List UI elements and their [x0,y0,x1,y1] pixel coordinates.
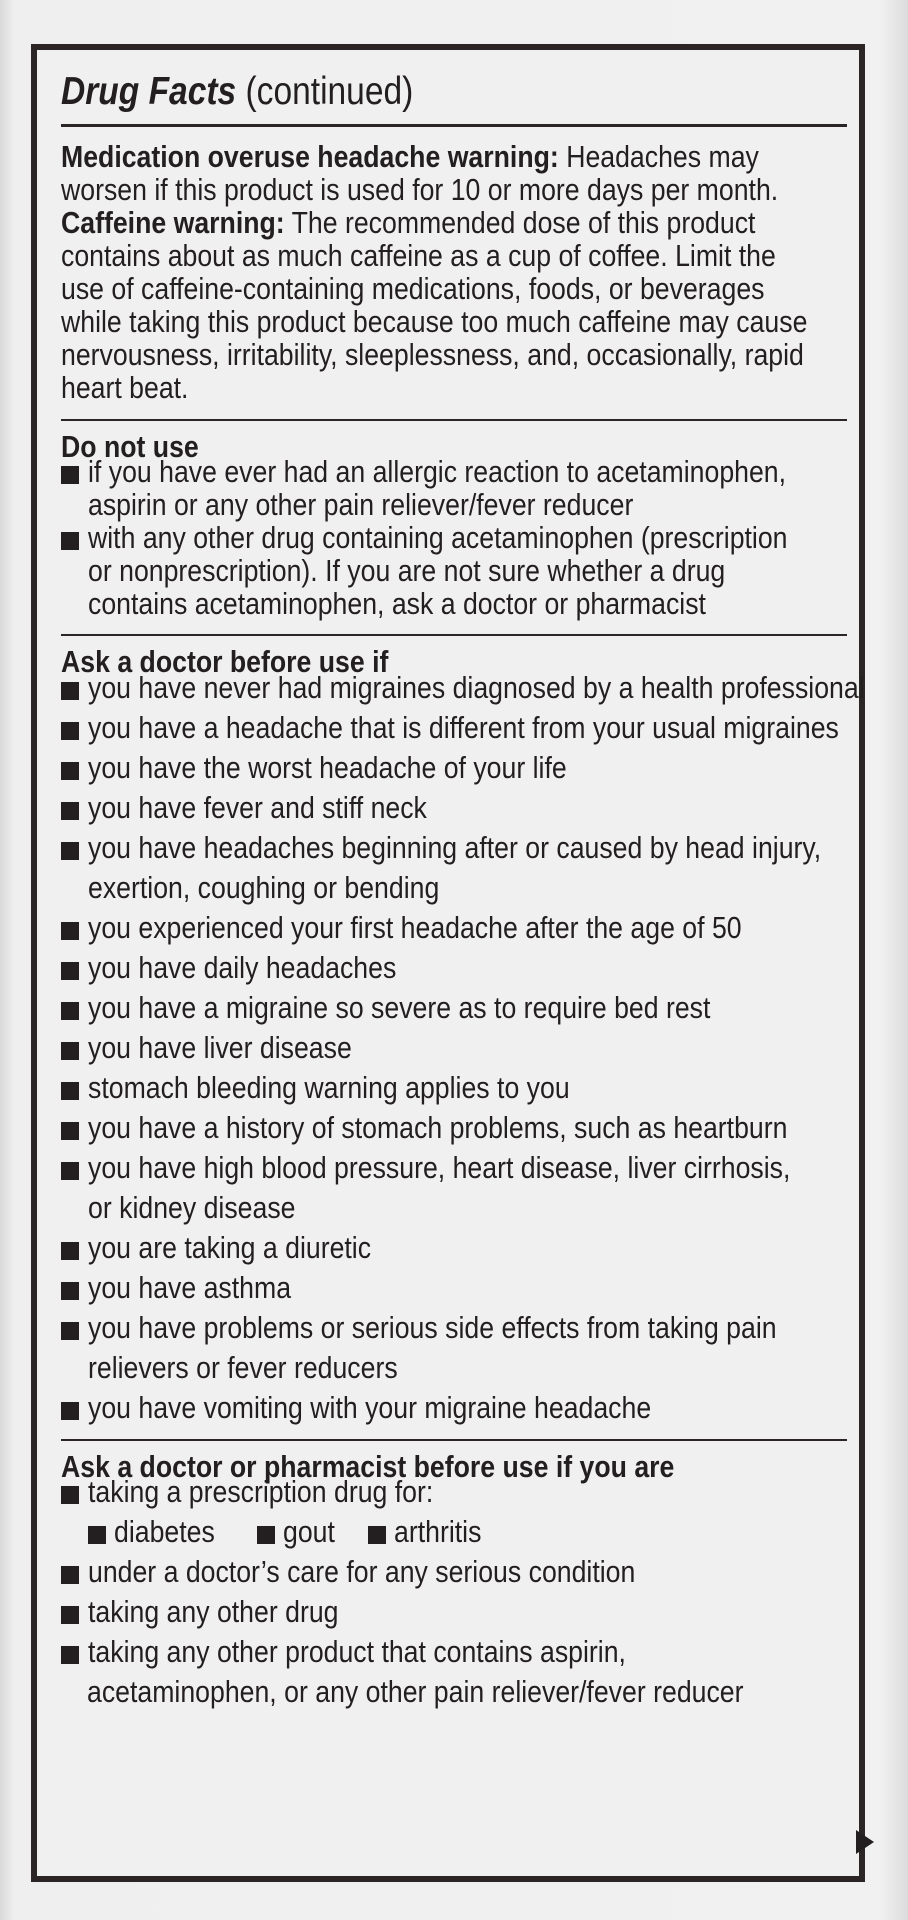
ask-doctor-item: you have problems or serious side effects from taking pain [88,1310,777,1345]
caffeine-line-2: contains about as much caffeine as a cup of coffee. Limit the [61,238,776,273]
ask-doctor-item: you have liver disease [88,1030,352,1065]
ask-doctor-item: you have daily headaches [88,950,397,985]
caffeine-line-5: nervousness, irritability, sleeplessness, and, occasionally, rapid [61,337,804,372]
ask-doctor-item: you have never had migraines diagnosed by a health professional [88,670,865,705]
ask-doctor-item-cont: exertion, coughing or bending [88,870,440,905]
ask-pharmacist-item: taking any other product that contains aspirin, [88,1634,626,1669]
bullet-icon [61,1242,79,1260]
section-rule [61,634,847,636]
overuse-line-2: worsen if this product is used for 10 or more days per month. [61,172,779,207]
caffeine-line-1: Caffeine warning: The recommended dose of this product [61,205,756,240]
bullet-icon [61,762,79,780]
sub-item-arthritis: arthritis [394,1514,482,1549]
do-not-use-item-1-line-1: if you have ever had an allergic reaction to acetaminophen, [88,454,787,489]
ask-doctor-item: you have a history of stomach problems, such as heartburn [88,1110,788,1145]
bullet-icon [257,1526,275,1544]
ask-doctor-item: you have the worst headache of your life [88,750,567,785]
ask-pharmacist-item: under a doctor’s care for any serious condition [88,1554,636,1589]
ask-doctor-item: stomach bleeding warning applies to you [88,1070,570,1105]
bullet-icon [61,722,79,740]
ask-pharmacist-item-cont: acetaminophen, or any other pain reliever/fever reducer [87,1674,744,1709]
bullet-icon [61,1042,79,1060]
bullet-icon [88,1526,106,1544]
bullet-icon [61,532,79,550]
ask-doctor-item: you experienced your first headache after the age of 50 [88,910,742,945]
do-not-use-heading: Do not use [61,429,199,464]
bullet-icon [61,842,79,860]
bullet-icon [61,1322,79,1340]
bullet-icon [61,1486,79,1504]
ask-doctor-item: you have high blood pressure, heart disease, liver cirrhosis, [88,1150,791,1185]
do-not-use-item-2-line-2: or nonprescription). If you are not sure whether a drug [88,553,726,588]
bullet-icon [61,1122,79,1140]
title-rule [61,124,847,127]
title-continued: (continued) [245,70,414,113]
drug-facts-panel [31,44,865,1882]
ask-doctor-item: you have a headache that is different from your usual migraines [88,710,839,745]
do-not-use-item-2-line-1: with any other drug containing acetaminophen (prescription [88,520,788,555]
bullet-icon [61,1162,79,1180]
caffeine-line-6: heart beat. [61,370,189,405]
triangle-right-icon [856,1830,874,1854]
title-drug-facts: Drug Facts [61,70,237,113]
bullet-icon [61,1646,79,1664]
bullet-icon [61,1282,79,1300]
bullet-icon [61,466,79,484]
caffeine-line-3: use of caffeine-containing medications, foods, or beverages [61,271,765,306]
ask-doctor-item: you have a migraine so severe as to require bed rest [88,990,711,1025]
bullet-icon [61,962,79,980]
bullet-icon [61,1082,79,1100]
ask-pharmacist-heading: Ask a doctor or pharmacist before use if you are [61,1449,675,1484]
page-title [61,70,413,114]
section-rule [61,419,847,421]
ask-doctor-item-cont: or kidney disease [88,1190,296,1225]
ask-pharmacist-item: taking a prescription drug for: [88,1474,434,1509]
bullet-icon [61,1606,79,1624]
ask-doctor-item: you are taking a diuretic [88,1230,372,1265]
ask-doctor-item: you have vomiting with your migraine headache [88,1390,652,1425]
ask-doctor-heading: Ask a doctor before use if [61,644,389,679]
caffeine-line-4: while taking this product because too much caffeine may cause [61,304,808,339]
bullet-icon [61,682,79,700]
overuse-line-1: Medication overuse headache warning: Headaches may [61,139,759,174]
sub-item-diabetes: diabetes [114,1514,215,1549]
bullet-icon [61,1566,79,1584]
sub-item-gout: gout [283,1514,335,1549]
ask-doctor-item: you have asthma [88,1270,292,1305]
ask-doctor-item: you have fever and stiff neck [88,790,427,825]
bullet-icon [61,802,79,820]
bullet-icon [368,1526,386,1544]
do-not-use-item-2-line-3: contains acetaminophen, ask a doctor or pharmacist [88,586,706,621]
bullet-icon [61,1402,79,1420]
ask-doctor-item-cont: relievers or fever reducers [88,1350,398,1385]
bullet-icon [61,1002,79,1020]
ask-doctor-item: you have headaches beginning after or caused by head injury, [88,830,822,865]
do-not-use-item-1-line-2: aspirin or any other pain reliever/fever reducer [88,487,634,522]
bullet-icon [61,922,79,940]
section-rule [61,1439,847,1441]
ask-pharmacist-item: taking any other drug [88,1594,339,1629]
